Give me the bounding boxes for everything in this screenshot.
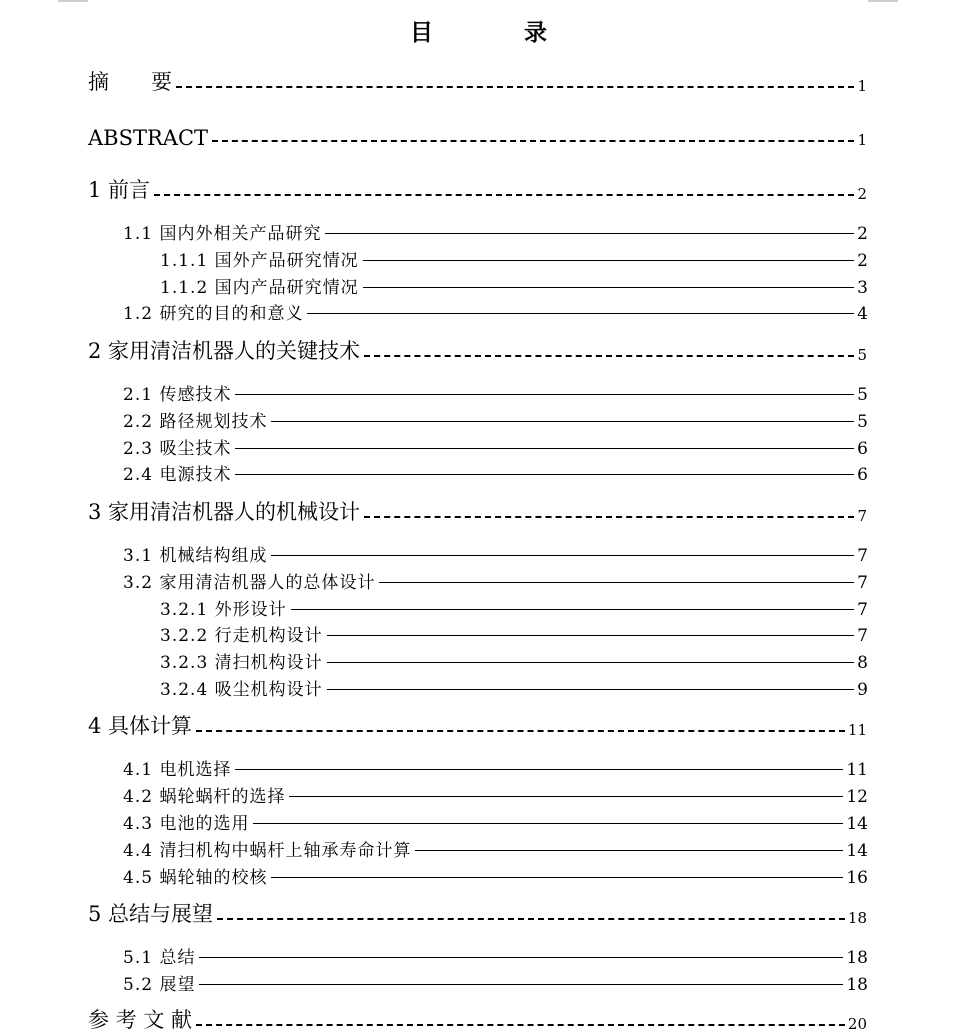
- toc-leader: [154, 194, 854, 196]
- toc-entry-label: 参 考 文 献: [88, 1008, 193, 1032]
- toc-leader: [291, 609, 855, 610]
- toc-entry-page: 20: [847, 1015, 867, 1033]
- toc-entry-label: 2.1 传感技术: [123, 385, 232, 405]
- toc-entry-page: 1: [857, 77, 867, 95]
- toc-entry-label: 1.1.1 国外产品研究情况: [160, 251, 359, 271]
- toc-entry-page: 7: [857, 626, 868, 646]
- toc-entry-page: 18: [847, 909, 867, 927]
- toc-entry-page: 9: [857, 680, 868, 700]
- toc-entry[interactable]: [0, 377, 957, 405]
- toc-entry-label: 4.1 电机选择: [123, 760, 232, 780]
- toc-leader: [271, 877, 843, 878]
- toc-entry[interactable]: [0, 122, 957, 150]
- toc-entry[interactable]: [0, 712, 957, 740]
- toc-entry-label: 3.2 家用清洁机器人的总体设计: [123, 573, 376, 593]
- toc-entry[interactable]: [0, 752, 957, 780]
- toc-leader: [271, 555, 854, 556]
- toc-entry-label: 4.2 蜗轮蜗杆的选择: [123, 787, 286, 807]
- toc-leader: [327, 689, 855, 690]
- toc-entry[interactable]: [0, 967, 957, 995]
- toc-entry-label: 1.1 国内外相关产品研究: [123, 224, 322, 244]
- toc-leader: [176, 86, 854, 88]
- toc-entry[interactable]: [0, 337, 957, 365]
- toc-entry-page: 5: [857, 412, 868, 432]
- toc-entry[interactable]: [0, 833, 957, 861]
- toc-entry-label: 1.1.2 国内产品研究情况: [160, 278, 359, 298]
- toc-leader: [196, 730, 845, 732]
- toc-leader: [327, 635, 855, 636]
- page-corner-right: [868, 0, 898, 2]
- toc-entry[interactable]: [0, 806, 957, 834]
- toc-leader: [253, 823, 843, 824]
- toc-entry-page: 8: [857, 653, 868, 673]
- toc-entry-label: 4.5 蜗轮轴的校核: [123, 868, 268, 888]
- toc-entry-page: 2: [857, 185, 867, 203]
- toc-entry-label: 5.2 展望: [123, 975, 196, 995]
- toc-entry-page: 7: [857, 600, 868, 620]
- toc-entry-page: 6: [857, 465, 868, 485]
- toc-entry[interactable]: [0, 565, 957, 593]
- toc-entry[interactable]: [0, 645, 957, 673]
- toc-entry-label: 1.2 研究的目的和意义: [123, 304, 304, 324]
- toc-entry-label: 3.2.1 外形设计: [160, 600, 287, 620]
- toc-entry-page: 1: [857, 131, 867, 149]
- toc-leader: [271, 421, 854, 422]
- toc-entry-page: 3: [857, 278, 868, 298]
- toc-entry-page: 11: [847, 721, 867, 739]
- toc-entry[interactable]: [0, 457, 957, 485]
- toc-leader: [199, 984, 843, 985]
- toc-entry[interactable]: [0, 498, 957, 526]
- toc-entry[interactable]: [0, 538, 957, 566]
- toc-entry[interactable]: [0, 672, 957, 700]
- page-corner-left: [58, 0, 88, 2]
- toc-entry-page: 2: [857, 224, 868, 244]
- toc-entry[interactable]: [0, 900, 957, 928]
- toc-entry[interactable]: [0, 68, 957, 96]
- toc-entry-label: 4.4 清扫机构中蜗杆上轴承寿命计算: [123, 841, 412, 861]
- toc-entry[interactable]: [0, 243, 957, 271]
- toc-entry[interactable]: [0, 618, 957, 646]
- toc-entry-label: 4.3 电池的选用: [123, 814, 250, 834]
- toc-entry-page: 5: [857, 385, 868, 405]
- toc-entry[interactable]: [0, 270, 957, 298]
- toc-entry-page: 11: [846, 760, 868, 780]
- toc-entry[interactable]: [0, 592, 957, 620]
- toc-leader: [379, 582, 854, 583]
- toc-entry[interactable]: [0, 1006, 957, 1034]
- toc-leader: [212, 140, 854, 142]
- toc-entry-label: 2.4 电源技术: [123, 465, 232, 485]
- toc-entry-label: 4 具体计算: [88, 714, 193, 738]
- toc-leader: [327, 662, 855, 663]
- toc-entry-label: 摘 要: [88, 70, 172, 94]
- toc-entry-label: 1 前言: [88, 178, 151, 202]
- toc-entry-page: 18: [846, 975, 868, 995]
- toc-entry-page: 7: [857, 507, 867, 525]
- toc-entry-label: 2.2 路径规划技术: [123, 412, 268, 432]
- toc-entry-label: ABSTRACT: [88, 126, 209, 150]
- toc-leader: [235, 769, 843, 770]
- toc-leader: [325, 233, 854, 234]
- toc-entry[interactable]: [0, 860, 957, 888]
- toc-entry-label: 2 家用清洁机器人的关键技术: [88, 339, 361, 363]
- toc-entry[interactable]: [0, 940, 957, 968]
- toc-entry[interactable]: [0, 296, 957, 324]
- toc-title: 目 录: [410, 19, 581, 46]
- toc-leader: [289, 796, 843, 797]
- toc-entry-page: 14: [846, 814, 868, 834]
- toc-leader: [196, 1024, 845, 1026]
- toc-leader: [363, 260, 855, 261]
- toc-entry-page: 4: [857, 304, 868, 324]
- toc-entry-label: 3 家用清洁机器人的机械设计: [88, 500, 361, 524]
- toc-entry-label: 5.1 总结: [123, 948, 196, 968]
- toc-entry-page: 14: [846, 841, 868, 861]
- toc-entry-page: 18: [846, 948, 868, 968]
- toc-entry-label: 3.2.4 吸尘机构设计: [160, 680, 323, 700]
- toc-leader: [235, 394, 854, 395]
- toc-entry-page: 7: [857, 573, 868, 593]
- toc-entry-label: 3.2.2 行走机构设计: [160, 626, 323, 646]
- toc-entry-label: 3.2.3 清扫机构设计: [160, 653, 323, 673]
- toc-leader: [217, 918, 845, 920]
- toc-entry[interactable]: [0, 176, 957, 204]
- toc-entry[interactable]: [0, 779, 957, 807]
- toc-leader: [415, 850, 843, 851]
- toc-leader: [199, 957, 843, 958]
- toc-entry-page: 6: [857, 439, 868, 459]
- toc-entry-page: 2: [857, 251, 868, 271]
- toc-entry[interactable]: [0, 404, 957, 432]
- toc-entry[interactable]: [0, 431, 957, 459]
- toc-entry-label: 3.1 机械结构组成: [123, 546, 268, 566]
- toc-entry-page: 16: [846, 868, 868, 888]
- toc-entry-page: 5: [857, 346, 867, 364]
- toc-leader: [364, 355, 854, 357]
- toc-entry-page: 12: [846, 787, 868, 807]
- toc-leader: [235, 448, 854, 449]
- toc-entry[interactable]: [0, 216, 957, 244]
- toc-entry-label: 5 总结与展望: [88, 902, 214, 926]
- toc-entry-label: 2.3 吸尘技术: [123, 439, 232, 459]
- toc-entry-page: 7: [857, 546, 868, 566]
- toc-leader: [235, 474, 854, 475]
- toc-leader: [307, 313, 854, 314]
- toc-leader: [363, 287, 855, 288]
- toc-leader: [364, 516, 854, 518]
